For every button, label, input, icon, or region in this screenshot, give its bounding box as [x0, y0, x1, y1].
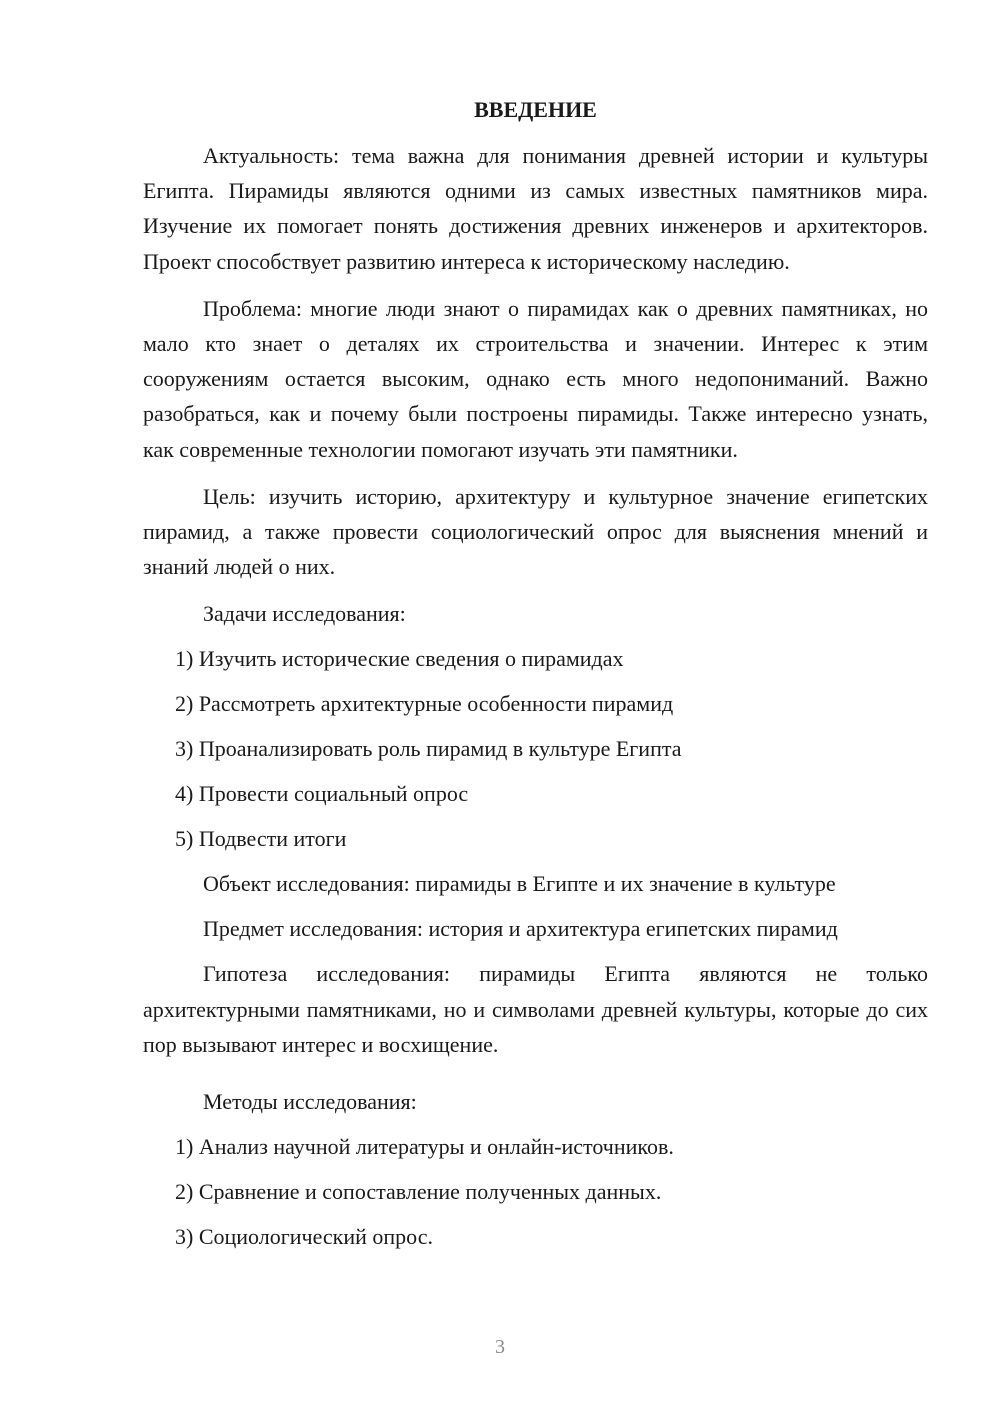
task-item: 2) Рассмотреть архитектурные особенности пирамид [175, 691, 674, 717]
task-item: 1) Изучить исторические сведения о пирамидах [175, 646, 624, 672]
problem-paragraph: Проблема: многие люди знают о пирамидах как о древних памятниках, но мало кто знает о деталях их строительства и значении. Интерес к этим сооружениям остается высоким, однако есть много недопониманий. Важно разобраться, как и почему были построены пирамиды. Также интересно узнать, как современные технологии помогают изучать эти памятники. [143, 295, 928, 462]
task-item: 3) Проанализировать роль пирамид в культуре Египта [175, 736, 682, 762]
method-item: 2) Сравнение и сопоставление полученных данных. [175, 1179, 662, 1205]
method-item: 1) Анализ научной литературы и онлайн-источников. [175, 1134, 674, 1160]
relevance-paragraph: Актуальность: тема важна для понимания древней истории и культуры Египта. Пирамиды являются одними из самых известных памятников мира. Изучение их помогает понять достижения древних инженеров и архитекторов. Проект способствует развитию интереса к историческому наследию. [143, 143, 928, 274]
page-number: 3 [495, 1336, 505, 1358]
methods-heading: Методы исследования: [203, 1089, 417, 1115]
task-item: 4) Провести социальный опрос [175, 781, 469, 807]
document-page [143, 92, 928, 1264]
goal-paragraph: Цель: изучить историю, архитектуру и культурное значение египетских пирамид, а также провести социологический опрос для выяснения мнений и знаний людей о них. [143, 483, 928, 580]
hypothesis-paragraph: Гипотеза исследования: пирамиды Египта являются не только архитектурными памятниками, но и символами древней культуры, которые до сих пор вызывают интерес и восхищение. [143, 961, 928, 1057]
research-subject: Предмет исследования: история и архитектура египетских пирамид [203, 916, 838, 942]
task-item: 5) Подвести итоги [175, 826, 347, 852]
tasks-heading: Задачи исследования: [203, 601, 406, 627]
section-title: ВВЕДЕНИЕ [474, 97, 597, 122]
research-object: Объект исследования: пирамиды в Египте и их значение в культуре [203, 871, 836, 897]
method-item: 3) Социологический опрос. [175, 1224, 433, 1250]
